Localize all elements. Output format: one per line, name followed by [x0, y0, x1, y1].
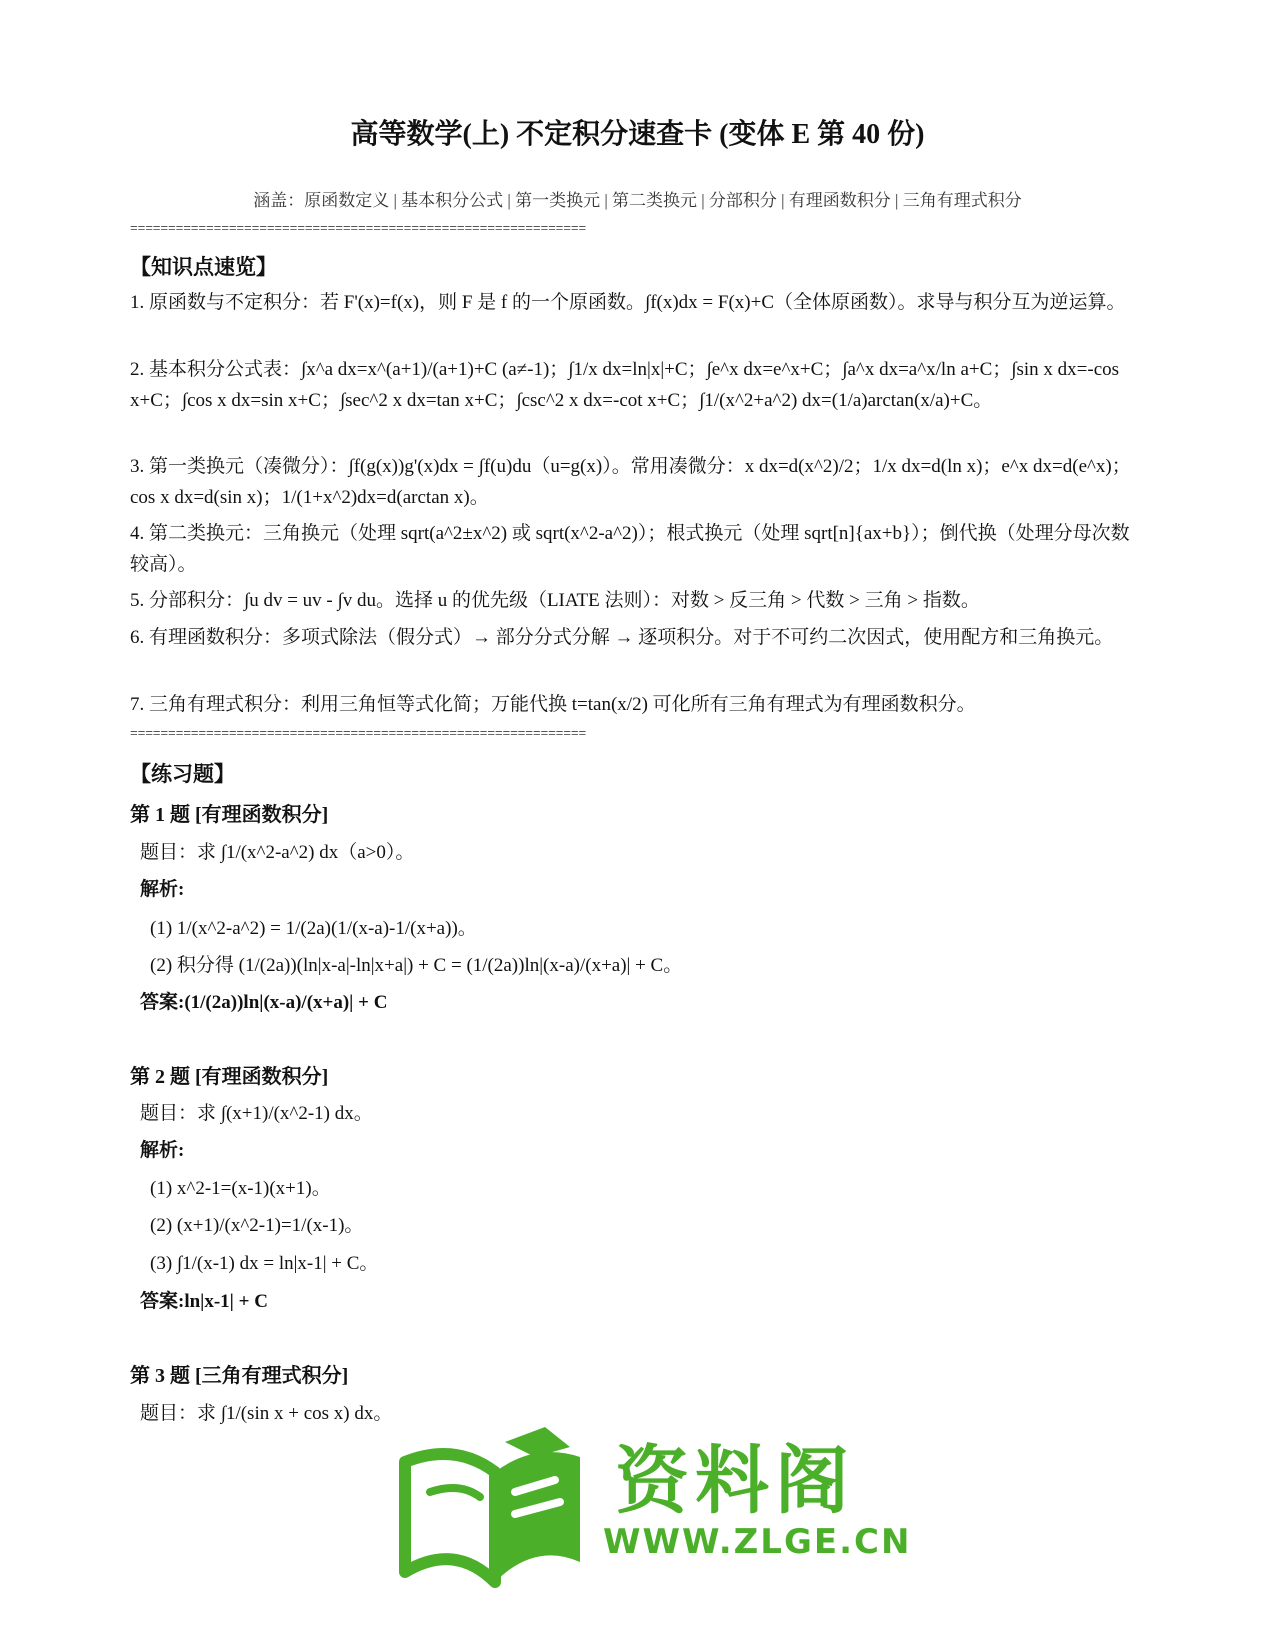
question-2-text: 题目：求 ∫(x+1)/(x^2-1) dx。 [140, 1103, 373, 1124]
watermark-name: 资料阁 [615, 1438, 855, 1524]
question-1-step-1: (1) 1/(x^2-a^2) = 1/(2a)(1/(x-a)-1/(x+a))。 [150, 918, 477, 939]
question-2-title: 第 2 题 [有理函数积分] [130, 1066, 329, 1088]
practice-heading: 【练习题】 [130, 762, 235, 786]
separator-line: ============================================================ [130, 726, 587, 741]
question-2-analysis-label: 解析: [140, 1140, 185, 1161]
knowledge-item-7: 7. 三角有理式积分：利用三角恒等式化简；万能代换 t=tan(x/2) 可化所有三角有理式为有理函数积分。 [130, 694, 976, 715]
answer-value: ln|x-1| + C [184, 1291, 268, 1312]
question-1-step-2: (2) 积分得 (1/(2a))(ln|x-a|-ln|x+a|) + C = (1/(2a))ln|(x-a)/(x+a)| + C。 [150, 955, 683, 976]
knowledge-item-4: 4. 第二类换元：三角换元（处理 sqrt(a^2±x^2) 或 sqrt(x^2-a^2)）；根式换元（处理 sqrt[n]{ax+b}）；倒代换（处理分母次数较高）。 [130, 523, 1130, 575]
question-1-text: 题目：求 ∫1/(x^2-a^2) dx（a>0）。 [140, 842, 415, 863]
knowledge-heading: 【知识点速览】 [130, 255, 277, 279]
question-1-analysis-label: 解析: [140, 879, 185, 900]
knowledge-item-6: 6. 有理函数积分：多项式除法（假分式）→ 部分分式分解 → 逐项积分。对于不可约二次因式，使用配方和三角换元。 [130, 627, 1114, 648]
question-3-title: 第 3 题 [三角有理式积分] [130, 1365, 349, 1387]
page-title: 高等数学(上) 不定积分速查卡 (变体 E 第 40 份) [350, 119, 925, 150]
separator-line: ============================================================ [130, 221, 587, 236]
coverage-line: 涵盖：原函数定义 | 基本积分公式 | 第一类换元 | 第二类换元 | 分部积分 | 有理函数积分 | 三角有理式积分 [253, 191, 1022, 210]
question-3-text: 题目：求 ∫1/(sin x + cos x) dx。 [140, 1403, 393, 1424]
answer-label: 答案: [140, 1291, 185, 1312]
watermark [395, 1422, 912, 1592]
question-2-step-2: (2) (x+1)/(x^2-1)=1/(x-1)。 [150, 1215, 364, 1236]
question-2-step-3: (3) ∫1/(x-1) dx = ln|x-1| + C。 [150, 1253, 379, 1274]
watermark-url: WWW.ZLGE.CN [603, 1522, 912, 1562]
knowledge-item-5: 5. 分部积分：∫u dv = uv - ∫v du。选择 u 的优先级（LIATE 法则）：对数 > 反三角 > 代数 > 三角 > 指数。 [130, 590, 980, 611]
question-2-step-1: (1) x^2-1=(x-1)(x+1)。 [150, 1178, 331, 1199]
answer-value: (1/(2a))ln|(x-a)/(x+a)| + C [184, 992, 388, 1013]
question-2-answer [140, 1286, 268, 1313]
question-1-title: 第 1 题 [有理函数积分] [130, 804, 329, 826]
knowledge-item-2: 2. 基本积分公式表：∫x^a dx=x^(a+1)/(a+1)+C (a≠-1)；∫1/x dx=ln|x|+C；∫e^x dx=e^x+C；∫a^x dx=a^x/ln a+C；∫sin x dx=-cos x+C；∫cos x dx=sin x+C；∫sec^2 x dx=tan x+C；∫csc^2 x dx=-cot x+C；∫1/(x^2+a^2) dx=(1/a)arctan(x/a)+C。 [130, 359, 1120, 411]
knowledge-item-3: 3. 第一类换元（凑微分）：∫f(g(x))g'(x)dx = ∫f(u)du（u=g(x)）。常用凑微分：x dx=d(x^2)/2；1/x dx=d(ln x)；e^x dx=d(e^x)；cos x dx=d(sin x)；1/(1+x^2)dx=d(arctan x)。 [130, 456, 1131, 508]
open-book-logo-icon [395, 1422, 595, 1592]
answer-label: 答案: [140, 992, 185, 1013]
question-1-answer [140, 987, 387, 1014]
knowledge-item-1: 1. 原函数与不定积分：若 F'(x)=f(x)，则 F 是 f 的一个原函数。∫f(x)dx = F(x)+C（全体原函数）。求导与积分互为逆运算。 [130, 292, 1126, 313]
